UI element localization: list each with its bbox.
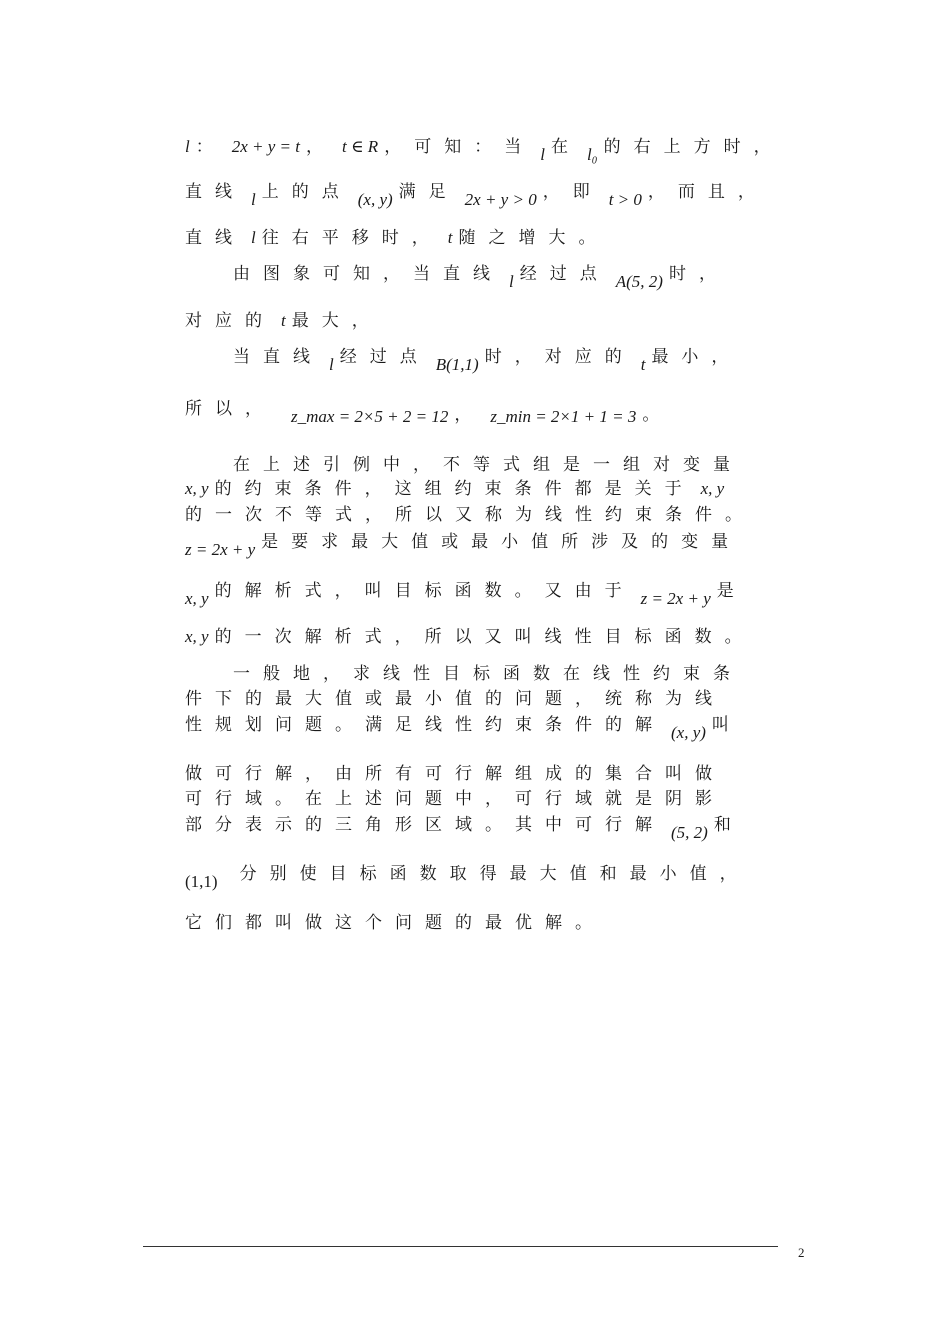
text-line-6 — [233, 343, 810, 374]
text: ，可知：当 — [384, 137, 535, 157]
text: 由图象可知，当直线 — [233, 264, 503, 284]
text-line-5 — [185, 307, 810, 335]
text-line-19 — [185, 811, 810, 842]
text-line-12 — [185, 577, 810, 608]
text-line-4 — [233, 260, 810, 291]
text: 件下的最大值或最小值的问题，统称为线 — [185, 689, 725, 709]
text-line-1 — [185, 133, 810, 164]
math-inequality: 2x + y > 0 — [464, 190, 537, 209]
text-line-9 — [185, 475, 810, 503]
text: 经过点 — [519, 264, 610, 284]
text: 的约束条件，这组约束条件都是关于 — [214, 479, 695, 499]
text: 部分表示的三角形区域。其中可行解 — [185, 815, 665, 835]
text: 一般地，求线性目标函数在线性约束条 — [233, 664, 743, 684]
text: ，而且， — [647, 182, 768, 202]
text-line-10 — [185, 501, 810, 529]
text: 叫 — [711, 715, 742, 735]
text: 对应的 — [185, 311, 275, 331]
text: 。 — [642, 405, 673, 425]
math-l: l — [251, 228, 256, 247]
math-objective: z = 2x + y — [185, 540, 256, 559]
text: 是 — [716, 581, 747, 601]
math-equation: 2x + y = t — [231, 137, 300, 156]
text: 时， — [668, 264, 729, 284]
math-z-max: z_max = 2×5 + 2 = 12 — [291, 407, 449, 426]
math-point-b: B(1,1) — [435, 355, 479, 374]
math-l: l — [329, 355, 334, 374]
text: ： — [195, 137, 226, 157]
text: 的一次解析式，所以又叫线性目标函数。 — [214, 627, 755, 647]
text: 的解析式，叫目标函数。又由于 — [214, 581, 635, 601]
math-l: l — [251, 190, 256, 209]
text: 分别使目标函数取得最大值和最小值， — [239, 864, 750, 884]
text: ， — [306, 137, 336, 157]
text-line-3 — [185, 224, 810, 252]
math-t: t — [640, 355, 646, 374]
text: 做可行解，由所有可行解组成的集合叫做 — [185, 764, 725, 784]
math-l0: l₀ — [586, 145, 598, 164]
math-z-min: z_min = 2×1 + 1 = 3 — [490, 407, 637, 426]
text-line-11 — [185, 528, 810, 559]
text: ，即 — [542, 182, 603, 202]
math-xy: x, y — [185, 627, 209, 646]
math-point-52: (5, 2) — [671, 823, 708, 842]
text: 在 — [550, 137, 581, 157]
text-line-17 — [185, 760, 810, 788]
text: 最大， — [291, 311, 382, 331]
text-line-20 — [185, 860, 810, 891]
text: 性规划问题。满足线性约束条件的解 — [185, 715, 665, 735]
text: 直线 — [185, 228, 245, 248]
text: 满足 — [398, 182, 459, 202]
text: 在上述引例中，不等式组是一组对变量 — [233, 455, 743, 475]
text: 最小， — [651, 347, 742, 367]
math-t: t — [281, 311, 286, 330]
text: 经过点 — [339, 347, 430, 367]
text: 所以， — [185, 399, 275, 419]
text: 和 — [713, 815, 744, 835]
math-xy: x, y — [185, 589, 209, 608]
text: ， — [454, 405, 485, 425]
text: 的一次不等式，所以又称为线性约束条件。 — [185, 505, 755, 525]
text: 时，对应的 — [484, 347, 635, 367]
text-line-16 — [185, 711, 810, 742]
text-line-15 — [185, 685, 810, 713]
text: 可行域。在上述问题中，可行域就是阴影 — [185, 789, 725, 809]
text-line-14 — [233, 660, 810, 688]
text: 的右上方时， — [603, 137, 784, 157]
math-xy: x, y — [185, 479, 209, 498]
math-l: l — [540, 145, 545, 164]
text: 往右平移时， — [261, 228, 442, 248]
text: 上的点 — [261, 182, 352, 202]
math-point-xy: (x, y) — [671, 723, 706, 742]
math-objective: z = 2x + y — [640, 589, 711, 608]
text: 随之增大。 — [458, 228, 609, 248]
math-t-in-r: t ∈ R — [342, 137, 379, 156]
text: 直线 — [185, 182, 245, 202]
text-line-13 — [185, 623, 810, 651]
math-l: l — [185, 137, 190, 156]
page-number: 2 — [798, 1245, 805, 1260]
math-point-11: (1,1) — [185, 872, 218, 891]
math-point-a: A(5, 2) — [615, 272, 663, 291]
text: 是要求最大值或最小值所涉及的变量 — [261, 532, 742, 552]
text-line-2 — [185, 178, 810, 209]
math-t-positive: t > 0 — [608, 190, 642, 209]
text-line-18 — [185, 785, 810, 813]
footer-divider — [143, 1246, 778, 1247]
math-l: l — [509, 272, 514, 291]
math-point-xy: (x, y) — [357, 190, 393, 209]
text: 它们都叫做这个问题的最优解。 — [185, 913, 605, 933]
text-line-7 — [185, 395, 810, 426]
math-t: t — [447, 228, 453, 247]
text-line-21 — [185, 909, 810, 937]
text: 当直线 — [233, 347, 323, 367]
math-xy: x, y — [700, 479, 725, 498]
